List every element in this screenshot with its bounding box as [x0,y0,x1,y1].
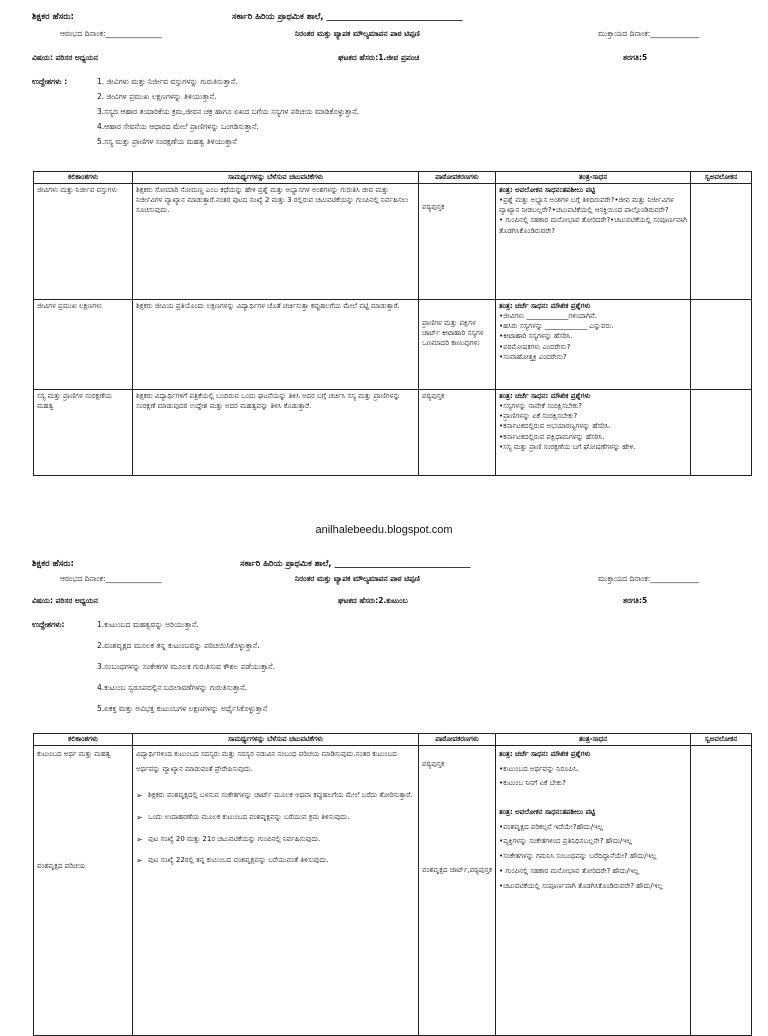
column-header: ಪಾಠೋಪಕರಣಗಳು [419,734,496,746]
objective-item: 3.ಸಸ್ಯದ ಆಹಾರ ತಯಾರಿಕೆಯ ಕ್ರಮ,ಜೀವನ ಚಕ್ರ ಹಾಗೂ ಏಖದ ಬಗೆಯ ಸಸ್ಯಗಳ ಪರಿಚಯ ಮಾಡಿಕೊಳ್ಳುತ್ತಾನೆ. [97,107,360,116]
technique-line: •ಪರಮೋಷಕಗಳು ಎಂದರೇನು? [499,342,571,351]
objective-item: 2. ಜೀವಿಗಳ ಪ್ರಮುಖ ಲಕ್ಷಣಗಳನ್ನು ತಿಳಿಯುತ್ತಾನೆ. [97,92,217,101]
column-header: ಸ್ವಅವಲೋಕನ [691,734,752,746]
evaluation-title: ನಿರಂತರ ಮತ್ತು ವ್ಯಾಪಕ ಮೌಲ್ಯಮಾಪನ ಪಾಠ ಟಿಪ್ಪಣಿ [295,29,420,38]
technique-heading: ತಂತ್ರ: ಚರ್ಚೆ ಸಾಧನ: ಮೌಖಿಕ ಪ್ರಶ್ನೆಗಳು [499,302,591,310]
column-header: ಸ್ವಅವಲೋಕನ [691,172,752,184]
objective-item: 4.ಆಹಾರ ಸೇವನೆಯ ಆಧಾರದ ಮೇಲೆ ಪ್ರಾಣಿಗಳನ್ನು ಒಂಗಡಿಸುತ್ತಾನೆ. [97,122,259,131]
objectives-list [97,77,359,152]
table-row [34,184,752,300]
technique-heading: ತಂತ್ರ: ಅವಲೋಕನ ಸಾಧನ:ತಪಶೀಲು ಪಟ್ಟಿ [499,808,596,817]
technique-line: •ಸಸ್ಯ ಮತ್ತು ಪ್ರಾಣಿ ಸಂರಕ್ಷಣೆಯ ಬಗೆ ಘೋಷಣೆಗಳನ್ನು ಹೇಳಿ. [499,442,636,451]
technique-line: •ಚಟುವಟಿಕೆಯಲ್ಲಿ ಸಂಪೂರ್ಣವಾಗಿ ತೊಡಗಿಸಿಕೊಂಡಿರುವರೇ? ಹೌದು/ಇಲ್ಲ [499,881,663,890]
technique-heading: ತಂತ್ರ: ಚರ್ಚೆ ಸಾಧನ: ಮೌಖಿಕ ಪ್ರಶ್ನೆಗಳು [499,392,591,400]
material-text: ಪಠ್ಯಪುಸ್ತಕ [422,760,445,768]
technique-line: • ಗುಂಪಿನಲ್ಲಿ ಸಹಕಾರ ಮನೋಭಾವ ತೋರಿದರೇ? ಹೌದು/ಇಲ್ಲ [499,866,639,875]
objective-item: 3.ಸಂಬಂಧಗಳನ್ನು ಸಂಕೇತಗಳ ಮೂಲಕ ಗುರುತಿಸುವ ಕೌಶಲ ಪಡೆಯುತ್ತಾನೆ. [97,662,275,671]
teacher-name-label: ಶಿಕ್ಷಕರ ಹೆಸರು: [32,12,74,22]
technique-cell [496,746,691,1036]
column-header: ಸಾಮರ್ಥ್ಯಗಳನ್ನು ಬೆಳೆಸುವ ಚಟುವಟಿಕೆಗಳು [133,734,419,746]
column-header: ತಂತ್ರ-ಸಾಧನ [496,734,691,746]
objective-item: 5.ಏಕಕ್ತ ಮತ್ತು ಅವಿಭಕ್ತ ಕುಟುಂಬಗಳ ಲಕ್ಷಣಗಳನ್ನು ಅರ್ಥೈಸಿಕೊಳ್ಳುತ್ತಾನೆ [97,704,268,713]
technique-heading: ತಂತ್ರ: ಅವಲೋಕನ ಸಾಧನ:ತಪಶೀಲು ಪಟ್ಟಿ [499,186,596,194]
technique-line: •ಸಸ್ಯಗಳನ್ನು ನಾವೇಕೆ ಸಂರಕ್ಷಿಸಬೇಕು? [499,402,582,411]
objective-item: 2.ವಂಶವೃಕ್ಷದ ಮೂಲಕ ತನ್ನ ಕುಟುಂಬವನ್ನು ಪರಿಚಯಿಸಿಕೊಳ್ಳುತ್ತಾನೆ. [97,641,260,650]
end-date-field: ಮುಕ್ತಾಯದ ದಿನಾಂಕ:_____________ [598,574,700,583]
self-review-cell [691,746,752,1036]
topic-cell: ಸಸ್ಯ ಮತ್ತು ಪ್ರಾಣಿಗಳ ಸಂರಕ್ಷಣೆಯ ಮಹತ್ವ [34,390,133,476]
start-date-field: ಆರಂಭದ ದಿನಾಂಕ:_______________ [60,574,162,583]
table-row [34,300,752,390]
objectives-label: ಉದ್ದೇಶಗಳು : [32,77,68,86]
technique-line: •ಕರ್ನಾಟಕದಲ್ಲಿರುವ ಪಕ್ಷಿಧಾಮಗಳನ್ನು ಹೆಸರಿಸಿ. [499,432,605,441]
technique-line: •ಕೀಟಾಹಾರಿ ಸಸ್ಯಗಳನ್ನು ಹೆಸರಿಸಿ. [499,332,573,341]
technique-line: •ಕುಟುಂಬದ ಅರ್ಥವನ್ನು ನಿರೂಪಿಸಿ. [499,764,579,773]
column-header: ಸಾಮರ್ಥ್ಯಗಳನ್ನು ಬೆಳೆಸುವ ಚಟುವಟಿಕೆಗಳು [133,172,419,184]
unit-name-label: ಘಟಕದ ಹೆಸರು:1.ಜೀವ ಪ್ರಪಂಚ [338,53,420,62]
topic-cell [34,746,133,1036]
class-label: ತರಗತಿ:5 [623,53,648,62]
objectives-list [97,620,275,725]
objective-item: 4.ಕುಟುಂಬ ಸ್ವರೂಪದಲ್ಲಿನ ಬದಲಾವಣೆಗಳನ್ನು ಗುರುತಿಸುತ್ತಾನೆ. [97,683,247,692]
activity-bullet: ➢ ಶಿಕ್ಷಕರು ವಂಶವೃಕ್ಷದಲ್ಲಿ ಬಳಸುವ ಸಂಕೇತಗಳನ್ನು ಚಾರ್ಟ್ ಮೂಲಕ ಅಥವಾ ಕಪ್ಪುಹಲಗೆಯ ಮೇಲೆ ಬರೆದು ತೋರಿಸುತ್ತಾರೆ. [136,788,415,803]
technique-heading: ತಂತ್ರ: ಚರ್ಚೆ ಸಾಧನ: ಮೌಖಿಕ ಪ್ರಶ್ನೆಗಳು [499,750,591,758]
self-review-cell [691,184,752,300]
technique-cell [496,300,691,390]
technique-line: •ಹಸಿರು ಸಸ್ಯಗಳನ್ನು ____________ ಎನ್ನುವರು. [499,322,614,331]
table-row [34,746,752,1036]
column-header: ಕಲಿಕಾಂಶಗಳು [34,172,133,184]
column-header: ತಂತ್ರ-ಸಾಧನ [496,172,691,184]
objective-item: 1. ಜೀವಿಗಳು ಮತ್ತು ನಿರ್ಜೀವ ವಸ್ತುಗಳನ್ನು ಗುರುತಿಸುತ್ತಾನೆ. [97,77,238,86]
technique-line: • ಗುಂಪಿನಲ್ಲಿ ಸಹಕಾರ ಮನೋಭಾವ ತೋರಿದರೇ?•ಚಟುವಟಿಕೆಯಲ್ಲಿ ಸಂಪೂರ್ಣವಾಗಿ ತೊಡಗಿಸಿಕೊಂಡಿರುವರೇ? [499,216,687,235]
evaluation-title: ನಿರಂತರ ಮತ್ತು ವ್ಯಾಪಕ ಮೌಲ್ಯಮಾಪನ ಪಾಠ ಟಿಪ್ಪಣಿ [295,574,420,583]
lesson-plan-table-2 [33,733,752,1036]
start-date-field: ಆರಂಭದ ದಿನಾಂಕ:_______________ [60,29,162,38]
technique-cell [496,184,691,300]
school-name-label: ಸರ್ಕಾರಿ ಹಿರಿಯ ಪ್ರಾಥಮಿಕ ಶಾಲೆ, ________________________________ [232,12,463,22]
lesson-plan-table-1 [33,171,752,476]
material-text: ವಂಶವೃಕ್ಷದ ಚಾರ್ಟ್,ಪಠ್ಯಪುಸ್ತಕ [422,866,493,874]
material-cell [419,746,496,1036]
activity-cell [133,746,419,1036]
column-header: ಕಲಿಕಾಂಶಗಳು [34,734,133,746]
activity-cell: ಶಿಕ್ಷಕರು ಜೀವಿಯ ಪ್ರತಿಯೊಂದು ಲಕ್ಷಣಗಳನ್ನು ವಿದ್ಯಾರ್ಥಿಗಳ ಜೊತೆ ಚರ್ಚಿಸುತ್ತಾ ಕಪ್ಪುಹಲಗೆಯ ಮೇಲೆ ಪಟ್ಟಿ ಮಾಡುತ್ತಾರೆ. [133,300,419,390]
technique-line: •ವಂಶವೃಕ್ಷದ ಪರಿಕಲ್ಪನೆ ಇದೆಯೇ?ಹೌದು/ಇಲ್ಲ [499,822,604,831]
school-name-label: ಸರ್ಕಾರಿ ಹಿರಿಯ ಪ್ರಾಥಮಿಕ ಶಾಲೆ, ________________________________ [240,559,471,569]
technique-line: •ಕರ್ನಾಟಕದಲ್ಲಿರುವ ಅಭಯಾರಣ್ಯಗಳನ್ನು ಹೆಸರಿಸಿ. [499,422,611,431]
objectives-label: ಉದ್ದೇಶಗಳು: [32,620,65,629]
unit-name-label: ಘಟಕದ ಹೆಸರು:2.ಕುಟುಂಬ [338,596,408,605]
column-header: ಪಾಠೋಪಕರಣಗಳು [419,172,496,184]
objective-item: 1.ಕುಟುಂಬದ ಮಹತ್ವವನ್ನು ಅರಿಯುತ್ತಾನೆ. [97,620,199,629]
technique-line: •ಕುಟುಂಬ ನಿನಗೆ ಏಕೆ ಬೇಕು? [499,779,566,788]
material-cell: ಪ್ರಾಣಿಗಳ ಮತ್ತು ಪಕ್ಷಿಗಳ ಚಾರ್ಟ್ ಕೀಟಾಹಾರಿ ಸಸ್ಯಗಳ ಒಣಮಾದರಿ ಕಾಣುವುಗಳು [419,300,496,390]
activity-bullet: ➢ ಪುಟ ಸಂಖ್ಯೆ 20 ಮತ್ತು 21ರ ಚಟುವಟಿಕೆಯನ್ನು ಗುಂಪಿನಲ್ಲಿ ನಿರ್ವಹಿಸುವುದು. [136,832,415,847]
self-review-cell [691,300,752,390]
technique-cell [496,390,691,476]
self-review-cell [691,390,752,476]
blog-url: anilhalebeedu.blogspot.com [315,524,453,536]
teacher-name-label: ಶಿಕ್ಷಕರ ಹೆಸರು: [32,559,74,569]
technique-line: •ಸಂಕೇತಗಳನ್ನು ಗಮನಿಸಿ ಸಂಬಂಧವನ್ನು ಬರೆದಿದ್ದಾನೆಯೇ? ಹೌದು/ಇಲ್ಲ [499,852,657,861]
technique-line: •ವ್ಯಕ್ತಿಗಳನ್ನು ಸಂಕೇತಗಳಿಂದ ಪ್ರತಿನಿಧಿಸಬಲ್ಲನೇ? ಹೌದು/ಇಲ್ಲ [499,837,633,846]
subject-label: ವಿಷಯ: ಪರಿಸರ ಅಧ್ಯಯನ [32,596,98,605]
material-cell: ಪಠ್ಯಪುಸ್ತಕ [419,390,496,476]
activity-bullet: ➢ ಪುಟ ಸಂಖ್ಯೆ 22ರಲ್ಲಿ ತನ್ನ ಕುಟುಂಬದ ವಂಶವೃಕ್ಷವನ್ನು ಬರೆಯುವಂತೆ ತಿಳಿಸುವುದು. [136,853,415,868]
technique-line: •ಪ್ರಶ್ನೆ ಮತ್ತು ಅಭ್ಯಾಸ ಅಂಶಗಳ ಬಗ್ಗೆ ತಿಳಿದಿರುವರೇ?•ಜೀವ ಮತ್ತು ನಿರ್ಜೀವಿಗಳ ವ್ಯಾಖ್ಯಾನ ನೀಡಬಲ್ಲರೇ?•ಚಟುವಟಿಕೆಯಲ್ಲಿ ಆಸಕ್ತಿಯಿಂದ ಪಾಲ್ಗೊಂಡಿರುವರೇ? [499,196,674,215]
topic-text: ಕುಟುಂಬದ ಅರ್ಥ ಮತ್ತು ಮಹತ್ವ [37,750,111,758]
activity-intro: ವಿದ್ಯಾರ್ಥಿಗಳಿಂದ ಕುಟುಂಬದ ಸದಸ್ಯರು ಮತ್ತು ಸದಸ್ಯರ ನಡುವಿನ ಸಂಬಂಧ ಪರಿಚಯ ಮಾಡಿಸುವುದು.ನಂತರ ಕುಟುಂಬದ ಅರ್ಥವನ್ನು ವ್ಯಾಖ್ಯಾನ ಮಾಡುವಂತೆ ಪ್ರೇರೇಪಿಸುವುದು. [136,750,397,773]
technique-line: •ಸಂವಾಹೋತ್ತಕ್ರಿ ಎಂದರೇನು? [499,352,567,361]
technique-line: •ಪ್ರಾಣಿಗಳನ್ನು ಏಕೆ ಸಂರಕ್ಷಿಸಬೇಕು? [499,412,578,421]
topic-cell: ಜೀವಿಗಳ ಪ್ರಮುಖ ಲಕ್ಷಣಗಳು [34,300,133,390]
subject-label: ವಿಷಯ: ಪರಿಸರ ಅಧ್ಯಯನ [32,53,98,62]
topic-cell: ಜೀವಿಗಳು ಮತ್ತು ನಿರ್ಜೀವ ವಸ್ತುಗಳು [34,184,133,300]
material-cell: ಪಠ್ಯಪುಸ್ತಕ [419,184,496,300]
table-row [34,390,752,476]
objective-item: 5.ಸಸ್ಯ ಮತ್ತು ಪ್ರಾಣಿಗಳ ಸಂರಕ್ಷಣೆಯ ಮಹತ್ವ ತಿಳಿಯುತ್ತಾನೆ [97,137,237,146]
technique-line: •ಜೀವಿಗಳು ____________ಗಳಿಂದಾಗಿವೆ. [499,312,597,321]
topic-text: ವಂಶವೃಕ್ಷದ ಪರಿಚಯ [37,862,86,870]
activity-bullet: ➢ ಒಂದು ಉದಾಹರಣೆಯ ಮೂಲಕ ಕುಟುಂಬದ ವಂಶವೃಕ್ಷವನ್ನು ಬರೆಯುವ ಕ್ರಮ ತಿಳಿಸುವುದು. [136,810,415,825]
end-date-field: ಮುಕ್ತಾಯದ ದಿನಾಂಕ:_____________ [598,29,700,38]
activity-cell: ಶಿಕ್ಷಕರು ವಿದ್ಯಾರ್ಥಿಗಳಿಗೆ ಪತ್ರಿಕೆಯಲ್ಲಿ ಬಂದಿರುವ ಒಂದು ಘಟನೆಯನ್ನು ತಿಳಿಸಿ ಅದರ ಬಗ್ಗೆ ಚರ್ಚಿಸಿ ಸಸ್ಯ ಮತ್ತು ಪ್ರಾಣಿಗಳನ್ನು ಸಂರಕ್ಷಣೆ ಮಾಡುವುದರ ಉದ್ದೇಶ ಮತ್ತು ಅದರ ಮಹತ್ವವನ್ನು ತಿಳಿಸಿ ಕೊಡುತ್ತಾರೆ. [133,390,419,476]
activity-cell: ಶಿಕ್ಷಕರು ಸೋಮಾರಿ ಸೋಮಣ್ಣ ಎಂಬ ಕಥೆಯನ್ನು ಹೇಳಿ ಪ್ರಶ್ನೆ ಮತ್ತು ಅಭ್ಯಾಸಗಳ ಅಂಶಗಳನ್ನು ಗುರುತಿಸಿ ಜೀವ ಮತ್ತು ನಿರ್ಜೀವಿಗಳ ವ್ಯಾಖ್ಯಾನ ಮಾಡುತ್ತಾರೆ.ನಂತರ ಪುಟದ ಸಂಖ್ಯೆ 2 ಮತ್ತು 3 ರಲ್ಲಿರುವ ಚಟುವಟಿಕೆಯನ್ನು ಗುಂಪಿನಲ್ಲಿ ನಿರ್ವಹಿಸಲು ಸೂಚಿಸುವುದು. [133,184,419,300]
class-label: ತರಗತಿ:5 [623,596,648,605]
